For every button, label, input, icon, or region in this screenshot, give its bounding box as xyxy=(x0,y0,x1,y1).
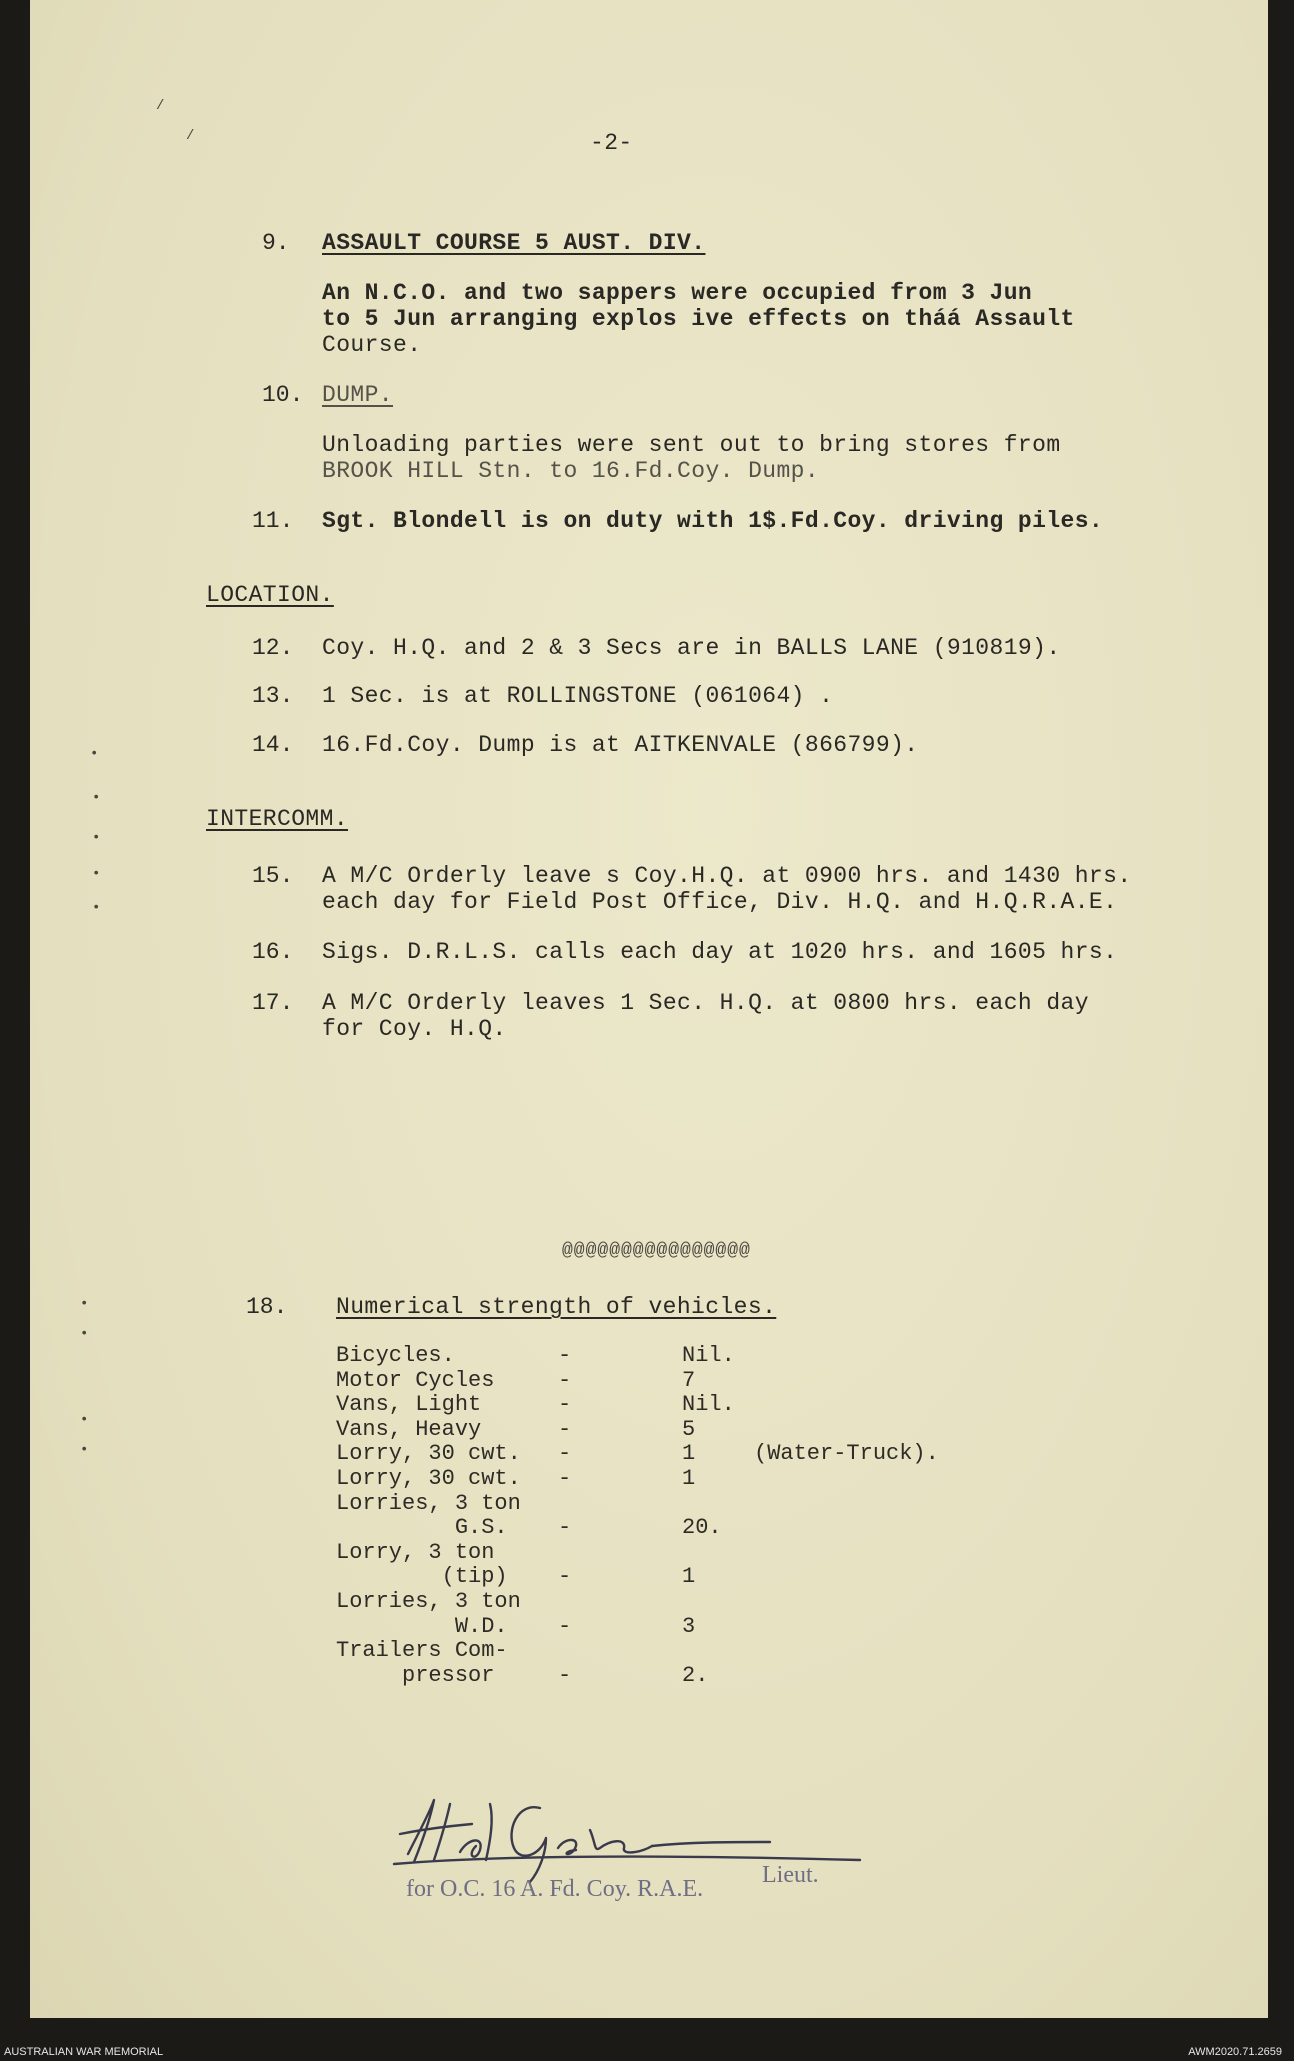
para-number: 11. xyxy=(252,508,294,534)
para-number: 15. xyxy=(252,863,294,889)
margin-mark: / xyxy=(186,128,195,144)
para-line: Sgt. Blondell is on duty with 1$.Fd.Coy. driving piles. xyxy=(322,508,1104,534)
para-line: 1 Sec. is at ROLLINGSTONE (061064) . xyxy=(322,683,834,709)
vehicle-row xyxy=(336,1639,1036,1663)
para-heading: Numerical strength of vehicles. xyxy=(336,1294,777,1320)
vehicle-row xyxy=(336,1418,1036,1442)
vehicle-dash: - xyxy=(558,1515,572,1541)
para-line: to 5 Jun arranging explos ive effects on tháá Assault xyxy=(322,306,1075,332)
para-number: 14. xyxy=(252,732,294,758)
vehicle-label: W.D. xyxy=(336,1613,508,1639)
page-number: -2- xyxy=(590,130,633,156)
vehicle-count: Nil. xyxy=(682,1343,735,1368)
para-number: 12. xyxy=(252,635,294,661)
vehicle-row xyxy=(336,1664,1036,1688)
para-line: A M/C Orderly leave s Coy.H.Q. at 0900 hrs. and 1430 hrs. xyxy=(322,863,1132,889)
vehicle-row xyxy=(336,1369,1036,1393)
margin-mark: • xyxy=(80,1412,89,1428)
vehicle-label: Lorries, 3 ton xyxy=(336,1490,521,1516)
stamp-text xyxy=(406,1862,819,1984)
margin-mark: • xyxy=(90,746,99,762)
vehicle-row xyxy=(336,1442,1036,1466)
vehicle-dash: - xyxy=(558,1392,572,1418)
para-number: 17. xyxy=(252,990,294,1016)
vehicle-count: 1 xyxy=(682,1441,696,1467)
margin-mark: • xyxy=(80,1296,89,1312)
vehicle-dash: - xyxy=(558,1441,572,1467)
vehicle-label: (tip) xyxy=(336,1564,508,1590)
vehicle-row xyxy=(336,1615,1036,1639)
vehicle-count: 5 xyxy=(682,1416,696,1442)
vehicle-note: (Water-Truck). xyxy=(754,1441,939,1467)
para-line: Course. xyxy=(322,332,422,358)
vehicle-row xyxy=(336,1344,1036,1368)
para-heading: DUMP. xyxy=(322,382,394,408)
margin-mark: • xyxy=(92,900,101,916)
para-number: 16. xyxy=(252,939,294,965)
para-line: Coy. H.Q. and 2 & 3 Secs are in BALLS LANE (910819). xyxy=(322,635,1061,661)
vehicle-row xyxy=(336,1492,1036,1516)
vehicle-count: 2. xyxy=(682,1662,709,1688)
para-line: An N.C.O. and two sappers were occupied from 3 Jun xyxy=(322,280,1033,306)
margin-mark: • xyxy=(92,866,101,882)
para-line: Sigs. D.R.L.S. calls each day at 1020 hrs. and 1605 hrs. xyxy=(322,939,1118,965)
vehicle-dash: - xyxy=(558,1466,572,1491)
vehicle-label: Lorry, 30 cwt. xyxy=(336,1466,521,1491)
margin-mark: • xyxy=(80,1326,89,1342)
vehicle-dash: - xyxy=(558,1662,572,1688)
footer-accession-number: AWM2020.71.2659 xyxy=(1188,2046,1282,2058)
vehicle-label: Motor Cycles xyxy=(336,1367,495,1393)
vehicle-row xyxy=(336,1393,1036,1417)
stamp-for-oc: for O.C. 16 A. Fd. Coy. R.A.E. xyxy=(406,1876,704,1902)
para-line: BROOK HILL Stn. to 16.Fd.Coy. Dump. xyxy=(322,458,820,484)
margin-mark: • xyxy=(92,830,101,846)
vehicle-count: 1 xyxy=(682,1466,696,1491)
vehicle-row xyxy=(336,1516,1036,1540)
footer-institution: AUSTRALIAN WAR MEMORIAL xyxy=(4,2046,164,2058)
vehicle-dash: - xyxy=(558,1343,572,1368)
para-line: A M/C Orderly leaves 1 Sec. H.Q. at 0800 hrs. each day xyxy=(322,990,1089,1016)
vehicle-label: Vans, Light xyxy=(336,1392,482,1418)
stamp-lieut: Lieut. xyxy=(762,1862,819,1888)
vehicle-row xyxy=(336,1590,1036,1614)
vehicle-row xyxy=(336,1541,1036,1565)
vehicle-count: 3 xyxy=(682,1613,696,1639)
vehicle-row xyxy=(336,1467,1036,1491)
vehicle-label: pressor xyxy=(336,1662,495,1688)
vehicle-dash: - xyxy=(558,1613,572,1639)
vehicle-dash: - xyxy=(558,1367,572,1393)
para-number: 13. xyxy=(252,683,294,709)
vehicle-label: Vans, Heavy xyxy=(336,1416,482,1442)
vehicle-label: Lorries, 3 ton xyxy=(336,1589,521,1614)
ornament-divider: @@@@@@@@@@@@@@@@ xyxy=(562,1241,751,1261)
para-line: 16.Fd.Coy. Dump is at AITKENVALE (866799). xyxy=(322,732,919,758)
section-heading-intercomm: INTERCOMM. xyxy=(206,806,349,832)
margin-mark: • xyxy=(92,790,101,806)
vehicle-count: 20. xyxy=(682,1515,722,1541)
vehicle-label: Lorry, 30 cwt. xyxy=(336,1441,521,1467)
vehicle-table xyxy=(336,1344,1036,1704)
para-line: Unloading parties were sent out to bring stores from xyxy=(322,432,1061,458)
vehicle-count: 1 xyxy=(682,1564,696,1590)
para-heading: ASSAULT COURSE 5 AUST. DIV. xyxy=(322,230,706,256)
vehicle-label: Trailers Com- xyxy=(336,1638,508,1664)
vehicle-dash: - xyxy=(558,1564,572,1590)
para-line: each day for Field Post Office, Div. H.Q. and H.Q.R.A.E. xyxy=(322,889,1118,915)
margin-mark: / xyxy=(156,98,165,114)
vehicle-count: 7 xyxy=(682,1367,696,1393)
para-line: for Coy. H.Q. xyxy=(322,1016,507,1042)
vehicle-dash: - xyxy=(558,1416,572,1442)
para-number: 18. xyxy=(246,1294,288,1320)
para-number: 9. xyxy=(262,230,290,256)
para-number: 10. xyxy=(262,382,304,408)
vehicle-label: G.S. xyxy=(336,1515,508,1541)
section-heading-location: LOCATION. xyxy=(206,582,334,608)
document-page xyxy=(30,0,1268,2018)
vehicle-label: Bicycles. xyxy=(336,1343,455,1368)
margin-mark: • xyxy=(80,1442,89,1458)
vehicle-count: Nil. xyxy=(682,1392,735,1418)
vehicle-label: Lorry, 3 ton xyxy=(336,1539,495,1565)
vehicle-row xyxy=(336,1565,1036,1589)
